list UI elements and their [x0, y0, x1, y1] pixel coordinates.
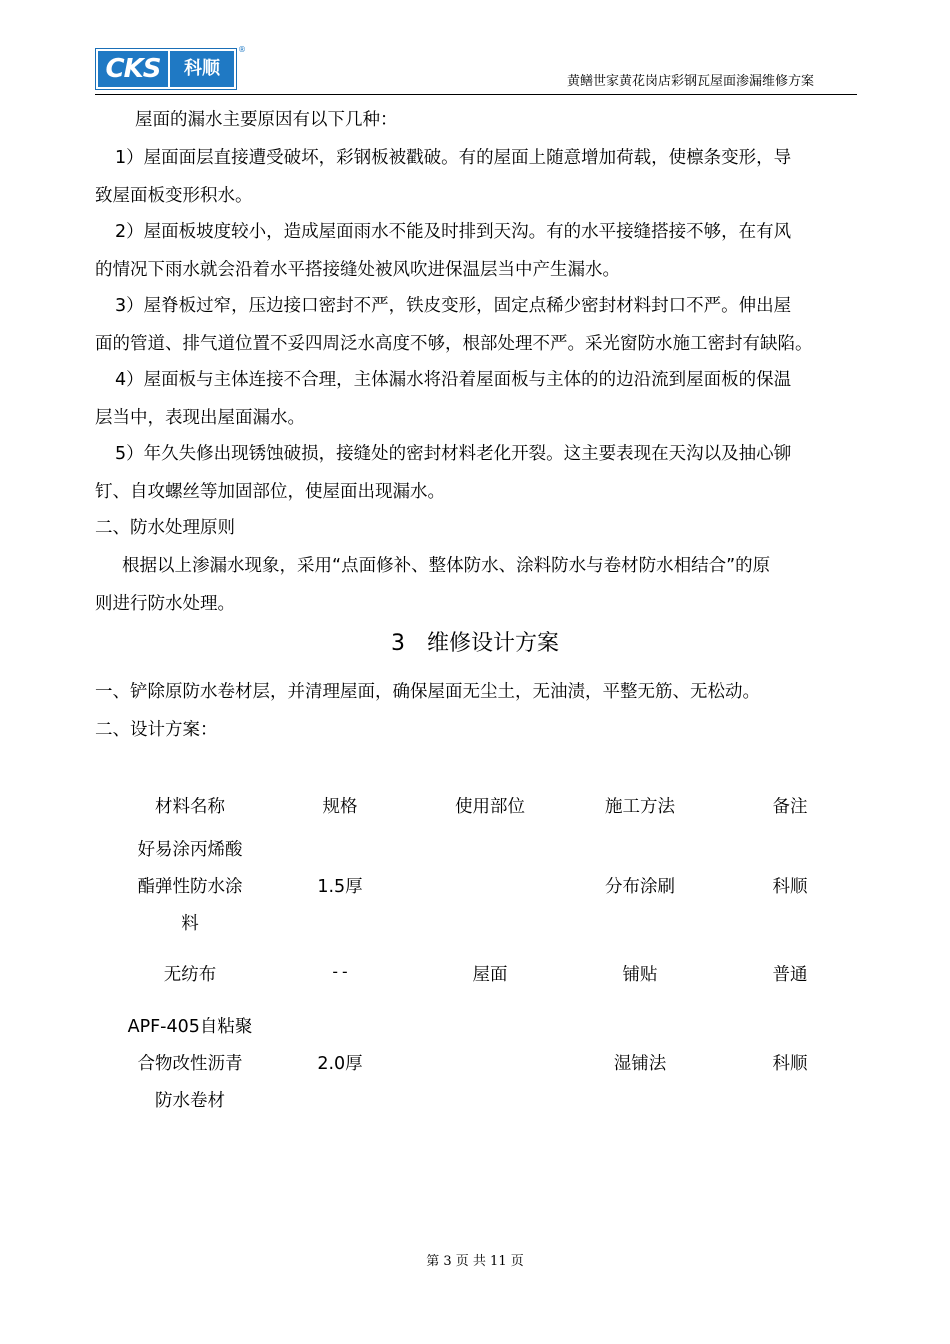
header-divider	[95, 94, 857, 95]
paragraph-line: 钉、自攻螺丝等加固部位，使屋面出现漏水。	[95, 482, 445, 502]
table-cell-spec: --	[330, 962, 350, 981]
table-cell-method: 湿铺法	[613, 1054, 667, 1074]
paragraph-line: 层当中，表现出屋面漏水。	[95, 408, 305, 428]
paragraph-line: 根据以上渗漏水现象，采用“点面修补、整体防水、涂料防水与卷材防水相结合”的原	[122, 556, 771, 576]
page-number: 第 3 页 共 11 页	[426, 1254, 524, 1269]
table-header-name: 材料名称	[155, 797, 225, 817]
paragraph-line: 1）屋面面层直接遭受破坏，彩钢板被戳破。有的屋面上随意增加荷载，使檩条变形，导	[115, 148, 792, 168]
table-cell-note: 普通	[772, 965, 808, 985]
table-cell-name: 防水卷材	[155, 1091, 225, 1111]
logo-cn-text: 科顺	[170, 51, 234, 87]
paragraph-line: 2）屋面板坡度较小，造成屋面雨水不能及时排到天沟。有的水平接缝搭接不够，在有风	[115, 222, 792, 242]
paragraph-intro: 屋面的漏水主要原因有以下几种：	[135, 110, 398, 130]
table-cell-note: 科顺	[772, 877, 808, 897]
table-cell-name: 料	[181, 914, 199, 934]
table-header-method: 施工方法	[605, 797, 675, 817]
paragraph-line: 面的管道、排气道位置不妥四周泛水高度不够，根部处理不严。采光窗防水施工密封有缺陷。	[95, 334, 813, 354]
table-cell-spec: 2.0厚	[317, 1054, 363, 1074]
table-cell-name: APF-405自粘聚	[127, 1017, 253, 1037]
table-cell-spec: 1.5厚	[317, 877, 363, 897]
chapter-heading: 3 维修设计方案	[391, 631, 559, 656]
table-header-spec: 规格	[322, 797, 358, 817]
table-cell-name: 合物改性沥青	[137, 1054, 243, 1074]
table-cell-method: 铺贴	[622, 965, 658, 985]
step-line: 二、设计方案：	[95, 720, 218, 740]
paragraph-line: 4）屋面板与主体连接不合理，主体漏水将沿着屋面板与主体的的边沿流到屋面板的保温	[115, 370, 792, 390]
table-cell-location: 屋面	[472, 965, 508, 985]
company-logo	[95, 45, 246, 90]
logo-cks-text: CKS	[98, 51, 168, 87]
section-heading-principle: 二、防水处理原则	[95, 518, 235, 538]
table-cell-name: 好易涂丙烯酸	[137, 840, 243, 860]
table-cell-method: 分布涂刷	[605, 877, 675, 897]
registered-mark-icon: ®	[238, 45, 246, 54]
paragraph-line: 5）年久失修出现锈蚀破损，接缝处的密封材料老化开裂。这主要表现在天沟以及抽心铆	[115, 444, 792, 464]
step-line: 一、铲除原防水卷材层，并清理屋面，确保屋面无尘土，无油渍，平整无筋、无松动。	[95, 682, 760, 702]
table-header-note: 备注	[772, 797, 808, 817]
document-header-title: 黄鳝世家黄花岗店彩钢瓦屋面渗漏维修方案	[566, 74, 814, 89]
table-header-location: 使用部位	[455, 797, 525, 817]
paragraph-line: 的情况下雨水就会沿着水平搭接缝处被风吹进保温层当中产生漏水。	[95, 260, 620, 280]
paragraph-line: 致屋面板变形积水。	[95, 186, 253, 206]
table-cell-name: 酯弹性防水涂	[137, 877, 243, 897]
table-cell-note: 科顺	[772, 1054, 808, 1074]
paragraph-line: 则进行防水处理。	[95, 594, 235, 614]
table-cell-name: 无纺布	[163, 965, 217, 985]
paragraph-line: 3）屋脊板过窄，压边接口密封不严，铁皮变形，固定点稀少密封材料封口不严。伸出屋	[115, 296, 792, 316]
